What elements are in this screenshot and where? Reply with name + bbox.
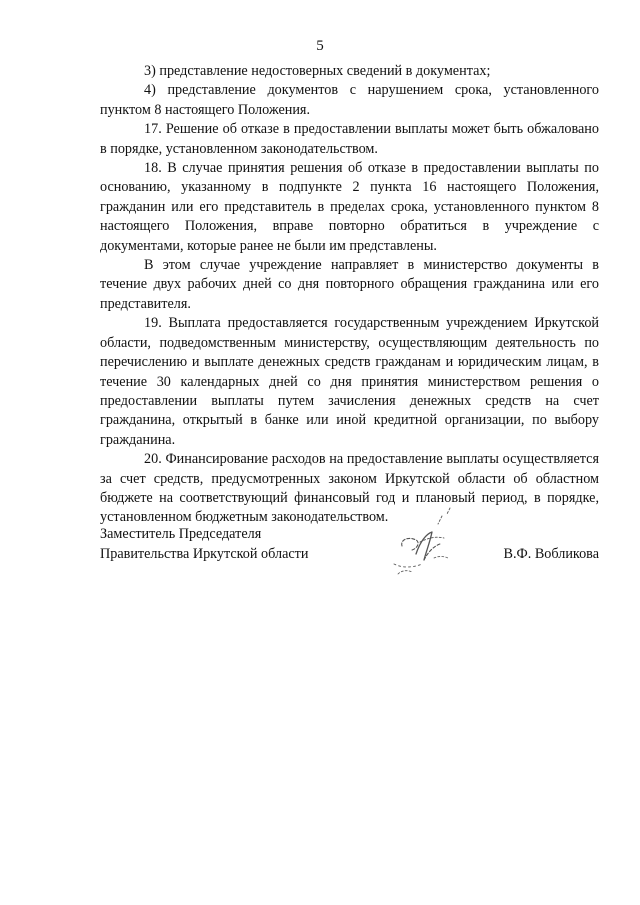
paragraph-item-4: 4) представление документов с нарушением срока, установленного пунктом 8 настоящего Положения. — [100, 82, 599, 118]
paragraph-item-3: 3) представление недостоверных сведений в документах; — [144, 63, 491, 79]
signatory-title-line-1: Заместитель Председателя — [100, 526, 262, 542]
handwritten-signature-icon — [378, 502, 468, 582]
signatory-name: В.Ф. Вобликова — [503, 546, 599, 562]
document-body — [100, 62, 599, 528]
paragraph-18: 18. В случае принятия решения об отказе в предоставлении выплаты по основанию, указанному в подпункте 2 пункта 16 настоящего Положения, гражданин или его представитель в пределах срока, установленного пунктом 8 настоящего Положения, вправе повторно обратиться в учреждение с документами, которые ранее не были им представлены. — [100, 160, 599, 254]
paragraph-20: 20. Финансирование расходов на предоставление выплаты осуществляется за счет средств, предусмотренных законом Иркутской области об областном бюджете на соответствующий финансовый год и плановый период, в порядке, установленном бюджетным законодательством. — [100, 451, 599, 526]
signatory-title-line-2: Правительства Иркутской области — [100, 546, 309, 562]
paragraph-19: 19. Выплата предоставляется государственным учреждением Иркутской области, подведомственным министерству, осуществляющим деятельность по перечислению и выплате денежных средств гражданам и юридическим лицам, в течение 30 календарных дней со дня принятия министерством решения о предоставлении выплаты путем зачисления денежных средств на счет гражданина, открытый в банке или иной кредитной организации, по выбору гражданина. — [100, 315, 599, 448]
signature-block — [100, 524, 599, 584]
page-number: 5 — [316, 38, 324, 54]
paragraph-17: 17. Решение об отказе в предоставлении выплаты может быть обжаловано в порядке, установленном законодательством. — [100, 121, 599, 157]
paragraph-18-continued: В этом случае учреждение направляет в министерство документы в течение двух рабочих дней со дня повторного обращения гражданина или его представителя. — [100, 257, 599, 312]
